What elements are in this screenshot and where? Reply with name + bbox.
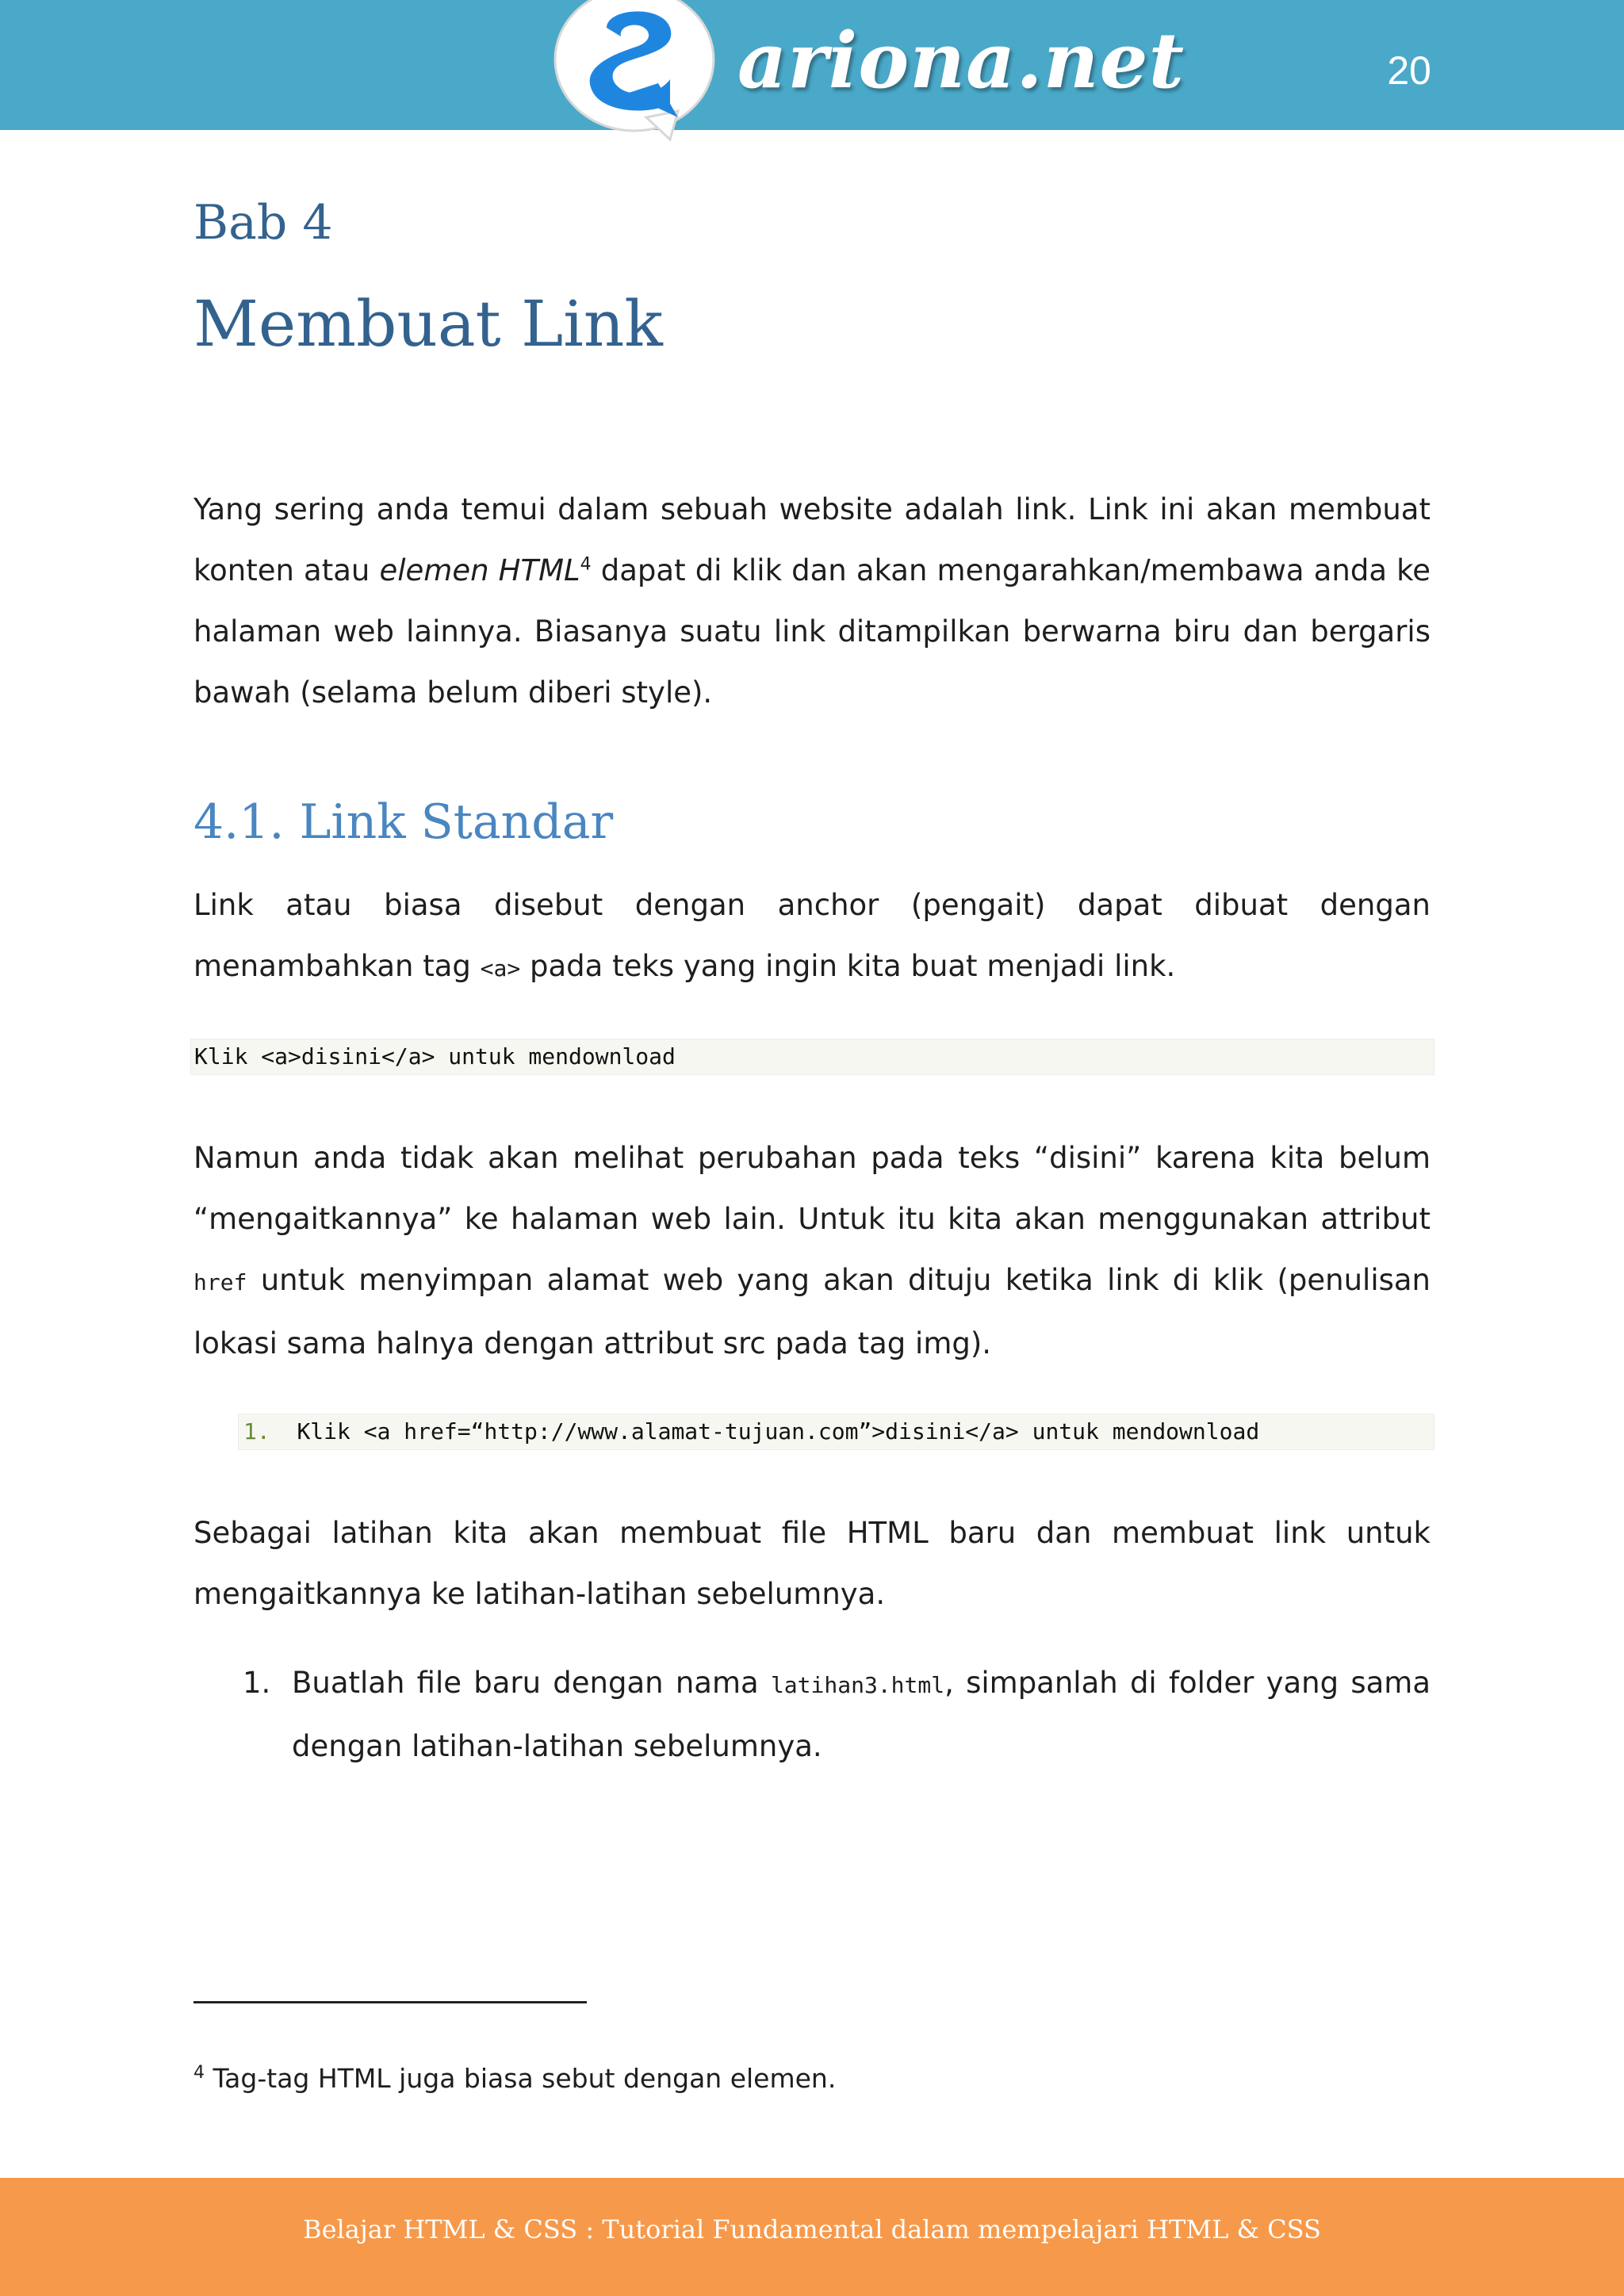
intro-text-1: Yang sering anda temui dalam sebuah website adalah link. Link ini akan membuat konten atau [193,492,1431,587]
chapter-label: Bab 4 [193,195,333,251]
intro-text-2: dapat di klik dan akan mengarahkan/membawa anda ke halaman web lainnya. Biasanya suatu link ditampilkan berwarna biru dan bergaris bawah (selama belum diberi style). [193,553,1431,710]
footnote-text: Tag-tag HTML juga biasa sebut dengan elemen. [205,2063,837,2094]
para2-text-2: untuk menyimpan alamat web yang akan dituju ketika link di klik (penulisan lokasi sama halnya dengan attribut src pada tag img). [193,1263,1431,1360]
list-text-1: Buatlah file baru dengan nama [292,1666,771,1700]
footer-text: Belajar HTML & CSS : Tutorial Fundamental dalam mempelajari HTML & CSS [303,2214,1321,2244]
page-footer [0,2178,1624,2296]
list-text-2: , simpanlah di folder yang sama dengan latihan-latihan sebelumnya. [292,1666,1431,1763]
section-paragraph-3: Sebagai latihan kita akan membuat file HTML baru dan membuat link untuk mengaitkannya ke latihan-latihan sebelumnya. [193,1516,1431,1611]
section-title: 4.1. Link Standar [193,794,614,850]
logo-text: ariona.net [737,16,1185,105]
code-line-number: 1. [243,1418,270,1445]
chapter-title: Membuat Link [193,287,663,361]
section-paragraph-2 [193,1127,1431,1374]
footnote-reference[interactable]: 4 [580,554,592,575]
site-logo[interactable] [551,0,1185,151]
page-number: 20 [1387,48,1431,93]
para2-text-1: Namun anda tidak akan melihat perubahan pada teks “disini” karena kita belum “mengaitkannya” ke halaman web lain. Untuk itu kita akan menggunakan attribut [193,1141,1431,1236]
para1-text-1: Link atau biasa disebut dengan anchor (pengait) dapat dibuat dengan menambahkan tag [193,888,1431,983]
inline-code: href [193,1269,247,1295]
code-block: Klik <a>disini</a> untuk mendownload [190,1039,1434,1075]
list-item [292,1652,1431,1777]
footnote [193,2063,836,2094]
numbered-code-block [238,1414,1434,1450]
page-header [0,0,1624,130]
para1-text-2: pada teks yang ingin kita buat menjadi link. [520,949,1176,983]
footnote-mark: 4 [193,2063,205,2083]
list-item-number: 1. [243,1666,271,1700]
code-line-text: Klik <a href=“http://www.alamat-tujuan.com”>disini</a> untuk mendownload [297,1418,1260,1445]
footnote-divider [193,2001,587,2003]
intro-paragraph [193,479,1431,723]
intro-emphasis: elemen HTML [379,553,580,587]
inline-code: <a> [480,955,521,982]
speech-bubble-s-icon [551,0,718,143]
inline-code: latihan3.html [770,1672,945,1698]
section-paragraph-1 [193,874,1431,999]
